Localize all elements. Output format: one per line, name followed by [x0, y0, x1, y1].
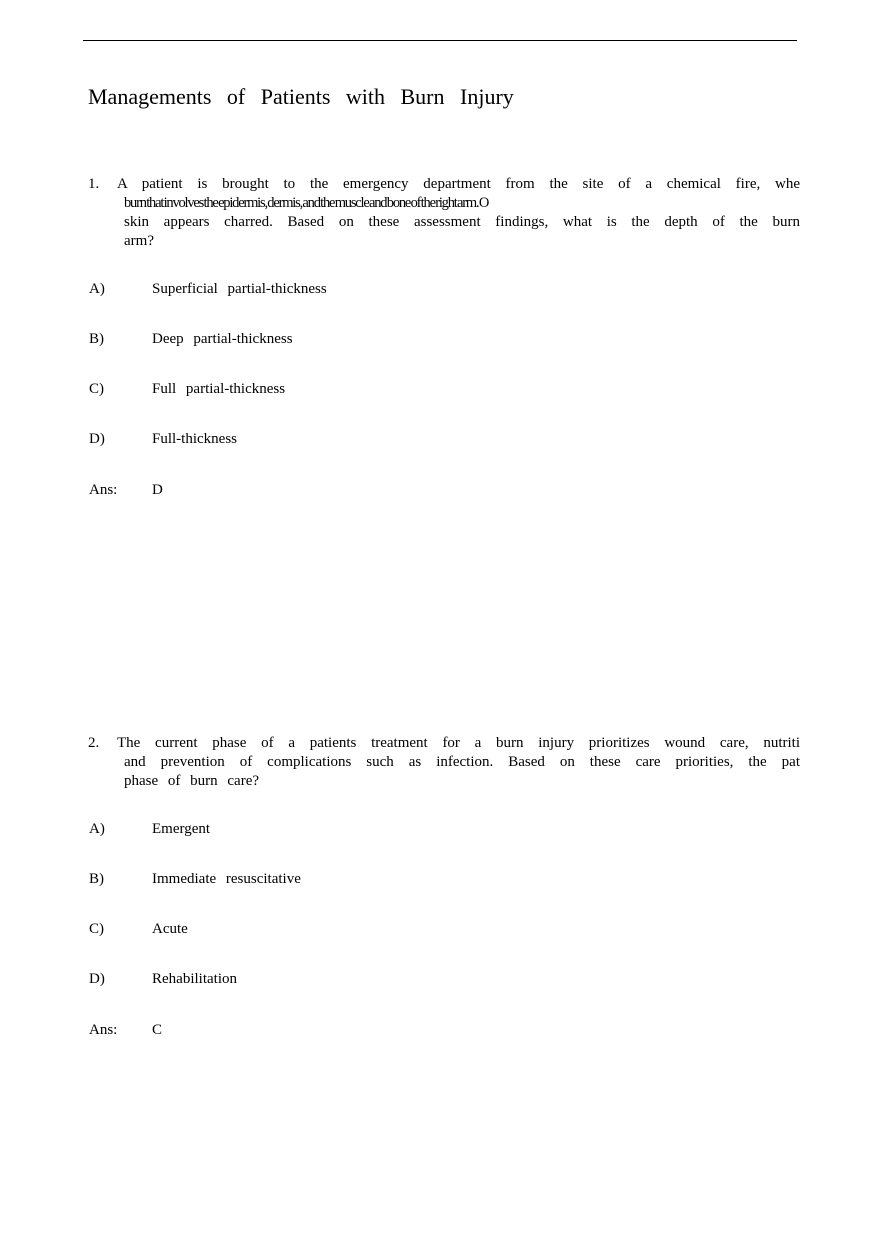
option-letter: B) [89, 871, 104, 887]
option-text: Acute [152, 921, 188, 937]
option-letter: A) [89, 821, 105, 837]
question-2-option-d [89, 970, 237, 989]
question-number: 1. [88, 176, 100, 192]
option-text: Immediate resuscitative [152, 871, 301, 887]
question-1-option-d [89, 430, 237, 449]
stem-line: arm? [124, 233, 154, 249]
option-letter: D) [89, 431, 105, 447]
question-2-answer [89, 1021, 162, 1040]
question-1-option-b [89, 330, 293, 349]
question-1-stem [88, 175, 800, 251]
option-text: Superficial partial-thickness [152, 281, 327, 297]
option-letter: C) [89, 381, 104, 397]
answer-value: C [152, 1022, 163, 1038]
question-2-option-b [89, 870, 301, 889]
option-text: Rehabilitation [152, 971, 237, 987]
option-text: Deep partial-thickness [152, 331, 293, 347]
question-1-option-a [89, 280, 327, 299]
stem-line: burn that involves the epidermis, dermis, and the muscle and bone of the right arm. O [124, 195, 489, 211]
question-1-answer [89, 481, 163, 500]
option-letter: C) [89, 921, 104, 937]
question-2-option-a [89, 820, 210, 839]
answer-label: Ans: [89, 1022, 118, 1038]
stem-line: and prevention of complications such as infection. Based on these care priorities, the pat [124, 754, 800, 770]
stem-line: skin appears charred. Based on these assessment findings, what is the depth of the burn [124, 214, 800, 230]
option-letter: A) [89, 281, 105, 297]
question-2-option-c [89, 920, 188, 939]
option-text: Full partial-thickness [152, 381, 286, 397]
option-text: Emergent [152, 821, 211, 837]
answer-value: D [152, 482, 163, 498]
question-1-option-c [89, 380, 285, 399]
header-rule [83, 40, 797, 41]
stem-line: A patient is brought to the emergency department from the site of a chemical fire, whe [117, 176, 800, 192]
stem-line: phase of burn care? [124, 773, 260, 789]
stem-line: The current phase of a patients treatment for a burn injury prioritizes wound care, nutriti [117, 735, 800, 751]
page-title: Managements of Patients with Burn Injury [88, 84, 514, 109]
question-2-stem [88, 734, 800, 791]
answer-label: Ans: [89, 482, 118, 498]
option-text: Full-thickness [152, 431, 237, 447]
option-letter: B) [89, 331, 104, 347]
question-number: 2. [88, 735, 100, 751]
option-letter: D) [89, 971, 105, 987]
